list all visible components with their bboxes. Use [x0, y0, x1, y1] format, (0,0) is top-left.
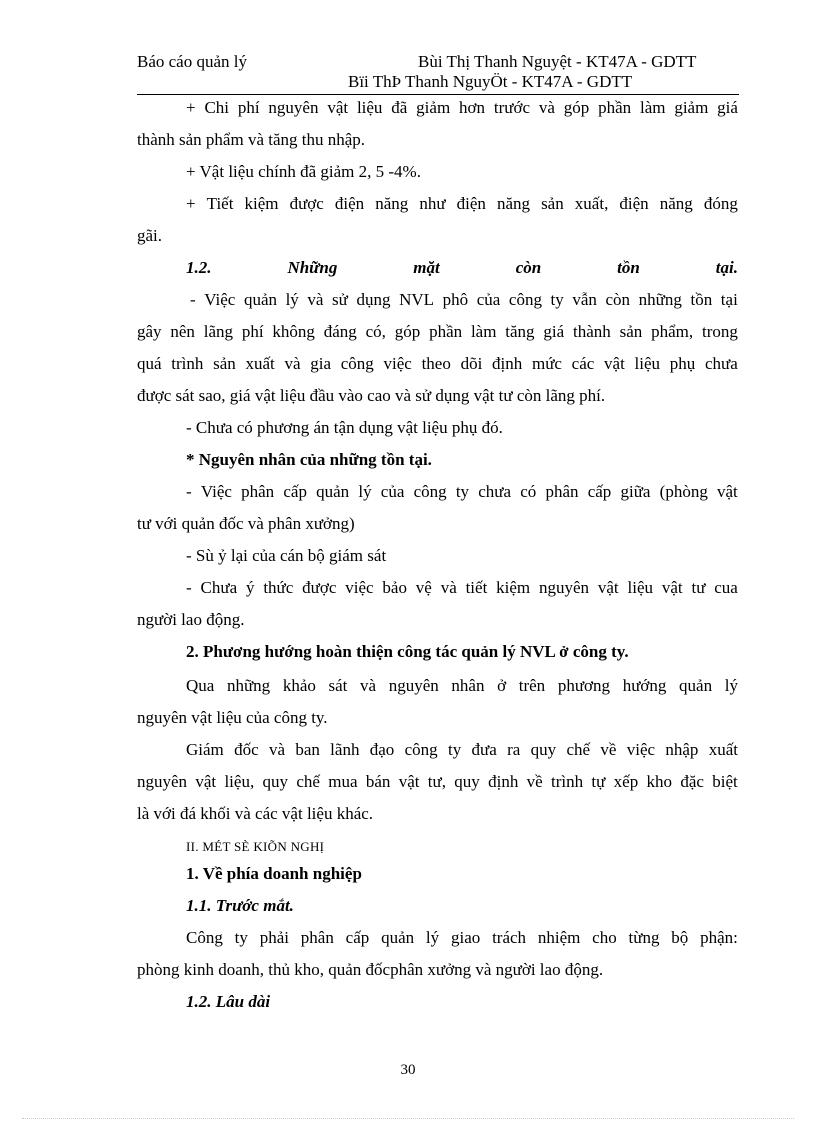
word: đưa — [471, 740, 497, 759]
word: cấp — [587, 482, 612, 501]
word: vật — [398, 772, 420, 791]
word: được — [289, 194, 324, 213]
word: kiệm — [496, 578, 531, 597]
word: giữa — [620, 482, 651, 501]
word: lý — [285, 290, 299, 309]
word: như — [419, 194, 446, 213]
word: (phòng — [659, 482, 708, 501]
word: lãnh — [330, 740, 360, 759]
word: không — [272, 322, 315, 341]
text-line — [186, 741, 738, 758]
word: phí — [241, 322, 264, 341]
word: cua — [714, 578, 738, 597]
word: tự — [591, 772, 606, 791]
word: trước — [493, 98, 530, 117]
text-line — [137, 773, 738, 790]
word: của — [380, 482, 405, 501]
section-heading-1: 1. Về phía doanh nghiệp — [186, 864, 362, 883]
word: nhiệm — [537, 928, 581, 947]
word: quản — [679, 676, 713, 695]
word: dụng — [356, 290, 391, 309]
text-line — [190, 291, 738, 308]
word: quản — [381, 928, 415, 947]
word: vệ — [415, 578, 432, 597]
word: cho — [592, 928, 617, 947]
word: ý — [245, 578, 255, 597]
word: Công — [186, 928, 223, 947]
word: - — [186, 482, 192, 501]
word: hướng — [622, 676, 667, 695]
word: phí — [237, 98, 260, 117]
word: lãng — [203, 322, 234, 341]
word: ra — [507, 740, 521, 759]
word: cấp — [283, 482, 307, 501]
header-right-garbled: Bïi ThÞ Thanh NguyÖt - KT47A - GDTT — [348, 72, 633, 91]
word: và — [360, 676, 377, 695]
word: giảm — [416, 98, 451, 117]
header-left: Báo cáo quản lý — [137, 52, 247, 71]
word: những — [638, 290, 682, 309]
text-line: - Chưa có phương án tận dụng vật liệu phụ đó. — [186, 418, 503, 437]
word: phân — [545, 482, 579, 501]
word: Việc — [204, 290, 236, 309]
text-line: người lao động. — [137, 610, 245, 629]
word: đốc — [234, 740, 259, 759]
word: quản — [316, 482, 350, 501]
word: bán — [365, 772, 391, 791]
word: thức — [263, 578, 294, 597]
word: quy — [530, 740, 557, 759]
word: mức — [531, 354, 562, 373]
word: ty — [447, 740, 462, 759]
word: phận: — [700, 928, 738, 947]
word: kho — [646, 772, 673, 791]
section-heading-1-2 — [186, 259, 738, 276]
word: nhập — [665, 740, 699, 759]
word: ty — [234, 928, 248, 947]
word: góp — [563, 98, 590, 117]
word: sát — [328, 676, 348, 695]
text-line — [186, 99, 738, 116]
word: trong — [701, 322, 738, 341]
word: điện — [456, 194, 486, 213]
heading-word: 1.2. — [186, 258, 212, 277]
word: trên — [518, 676, 546, 695]
word: việc — [345, 578, 374, 597]
word: nguyên — [137, 772, 188, 791]
word: ở — [497, 676, 507, 695]
heading-word: Những — [287, 258, 338, 277]
word: phần — [598, 98, 632, 117]
word: và — [440, 578, 457, 597]
word: - — [186, 578, 192, 597]
word: xếp — [613, 772, 639, 791]
word: bộ — [671, 928, 689, 947]
text-line: gãi. — [137, 226, 163, 245]
word: làm — [639, 98, 666, 117]
word: liệu — [356, 98, 383, 117]
word: mua — [328, 772, 358, 791]
word: tại — [720, 290, 738, 309]
word: vật — [597, 578, 619, 597]
section-heading-1-1: 1.1. Trước mắt. — [186, 896, 294, 915]
word: từng — [628, 928, 660, 947]
heading-word: mặt — [413, 258, 440, 277]
word: được — [302, 578, 337, 597]
word: tư, — [427, 772, 446, 791]
word: đặc — [680, 772, 704, 791]
section-heading-2: 2. Phương hướng hoàn thiện công tác quản lý NVL ở công ty. — [186, 642, 629, 661]
word: xuất — [708, 740, 738, 759]
word: về — [526, 772, 543, 791]
word: vật — [604, 354, 625, 373]
word: Chi — [204, 98, 229, 117]
word: năng — [496, 194, 530, 213]
word: lý — [425, 928, 440, 947]
word: các — [571, 354, 595, 373]
text-line — [137, 355, 738, 372]
word: NVL — [399, 290, 435, 309]
word: Giám — [186, 740, 224, 759]
word: có — [520, 482, 537, 501]
word: ban — [295, 740, 320, 759]
word: và — [538, 98, 555, 117]
word: + — [186, 98, 196, 117]
word: chế — [566, 740, 591, 759]
word: điện — [334, 194, 365, 213]
word: trách — [492, 928, 527, 947]
word: quy — [262, 772, 289, 791]
word: sản — [619, 322, 643, 341]
page-edge-dots — [22, 1118, 794, 1119]
word: nhân — [451, 676, 485, 695]
word: phương — [557, 676, 611, 695]
word: và — [268, 740, 285, 759]
word: tăng — [505, 322, 535, 341]
text-line: phòng kinh doanh, thủ kho, quản đốcphân xưởng và người lao động. — [137, 960, 604, 979]
text-line: thành sản phẩm và tăng thu nhập. — [137, 130, 366, 149]
word: chưa — [704, 354, 738, 373]
word: việc — [383, 354, 412, 373]
word: còn — [605, 290, 631, 309]
word: chế — [296, 772, 320, 791]
text-line: nguyên vật liệu của công ty. — [137, 708, 328, 727]
word: vật — [327, 98, 349, 117]
page-number: 30 — [400, 1062, 416, 1078]
text-line-bold: * Nguyên nhân của những tồn tại. — [186, 450, 432, 469]
text-line — [137, 323, 738, 340]
word: nguyên — [388, 676, 439, 695]
word: phân — [241, 482, 275, 501]
word: định — [492, 354, 523, 373]
word: vật — [717, 482, 738, 501]
word: - — [190, 290, 196, 309]
word: công — [413, 482, 447, 501]
word: vật — [195, 772, 217, 791]
word: góp — [394, 322, 421, 341]
word: phải — [259, 928, 289, 947]
word: giá — [543, 322, 565, 341]
word: và — [284, 354, 301, 373]
word: gia — [310, 354, 332, 373]
header-rule — [137, 94, 739, 95]
word: chưa — [478, 482, 512, 501]
text-line — [186, 195, 738, 212]
word: và — [307, 290, 324, 309]
word: kiệm — [244, 194, 279, 213]
word: về — [600, 740, 617, 759]
word: đã — [391, 98, 408, 117]
word: những — [226, 676, 271, 695]
text-line — [186, 483, 738, 500]
word: vẫn — [572, 290, 597, 309]
word: công — [404, 740, 438, 759]
word: nên — [170, 322, 195, 341]
word: sản — [541, 194, 564, 213]
word: dõi — [460, 354, 483, 373]
text-line: là với đá khối và các vật liệu khác. — [137, 804, 374, 823]
word: trình — [171, 354, 204, 373]
word: quy — [454, 772, 480, 791]
word: phụ — [669, 354, 696, 373]
word: tiết — [465, 578, 488, 597]
word: có, — [365, 322, 386, 341]
word: biệt — [712, 772, 738, 791]
word: vật — [661, 578, 683, 597]
word: theo — [421, 354, 451, 373]
word: giá — [717, 98, 738, 117]
word: của — [476, 290, 501, 309]
word: việc — [626, 740, 656, 759]
word: xuất, — [574, 194, 609, 213]
word: ty — [455, 482, 470, 501]
word: phẩm, — [651, 322, 694, 341]
word: điện — [619, 194, 649, 213]
word: sản — [213, 354, 236, 373]
word: định — [488, 772, 519, 791]
word: liệu, — [224, 772, 255, 791]
word: công — [508, 290, 542, 309]
word: + — [186, 194, 196, 213]
word: công — [340, 354, 374, 373]
word: tư — [691, 578, 706, 597]
word: tồn — [690, 290, 713, 309]
word: bảo — [382, 578, 407, 597]
heading-word: tồn — [617, 258, 640, 277]
word: giảm — [674, 98, 709, 117]
header-right: Bùi Thị Thanh Nguyệt - KT47A - GDTT — [418, 52, 697, 71]
word: sử — [332, 290, 348, 309]
word: Việc — [200, 482, 232, 501]
text-line — [186, 677, 738, 694]
word: khảo — [282, 676, 316, 695]
section-heading-II: II. MÉT SÈ KIÕN NGHỊ — [186, 839, 325, 854]
word: quá — [137, 354, 162, 373]
word: lý — [358, 482, 372, 501]
word: đáng — [323, 322, 357, 341]
word: lý — [724, 676, 738, 695]
word: hơn — [459, 98, 486, 117]
word: xuất — [245, 354, 275, 373]
text-line: tư với quản đốc và phân xưởng) — [137, 514, 355, 533]
word: trình — [551, 772, 584, 791]
heading-word: tại. — [715, 258, 738, 277]
word: năng — [375, 194, 409, 213]
word: đạo — [369, 740, 395, 759]
word: phần — [429, 322, 463, 341]
word: Qua — [186, 676, 215, 695]
text-line — [186, 579, 738, 596]
word: đóng — [703, 194, 738, 213]
text-line: + Vật liệu chính đã giảm 2, 5 -4%. — [186, 162, 421, 181]
section-heading-1-2-long-term: 1.2. Lâu dài — [186, 992, 271, 1011]
word: quản — [243, 290, 277, 309]
word: ty — [550, 290, 564, 309]
word: gây — [137, 322, 162, 341]
word: Chưa — [200, 578, 238, 597]
word: liệu — [634, 354, 661, 373]
word: thành — [573, 322, 611, 341]
text-line: được sát sao, giá vật liệu đầu vào cao và sử dụng vật tư còn lãng phí. — [137, 386, 606, 405]
word: liệu — [627, 578, 653, 597]
word: nguyên — [268, 98, 319, 117]
word: làm — [470, 322, 497, 341]
word: giao — [450, 928, 481, 947]
word: năng — [659, 194, 693, 213]
text-line — [186, 929, 738, 946]
word: cấp — [345, 928, 370, 947]
word: phô — [442, 290, 469, 309]
word: phân — [300, 928, 334, 947]
heading-word: còn — [515, 258, 542, 277]
word: nguyên — [538, 578, 590, 597]
text-line: - Sù ỷ lại của cán bộ giám sát — [186, 546, 387, 565]
word: Tiết — [206, 194, 234, 213]
